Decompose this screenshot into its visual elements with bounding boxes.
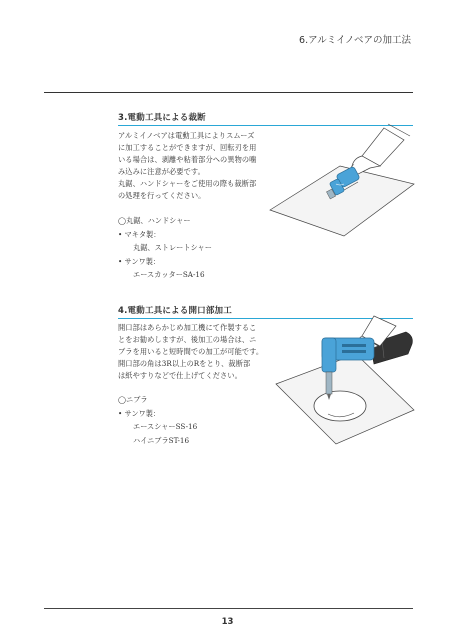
body-line: アルミイノベアは電動工具によりスムーズ	[118, 131, 255, 140]
body-line: いる場合は、剥離や粘着部分への異物の噛	[118, 155, 257, 165]
list-item: 丸鋸、ストレートシャー	[133, 243, 212, 252]
body-line: 丸鋸、ハンドシャーをご使用の際も裁断部	[118, 179, 257, 189]
body-line: の処理を行ってください。	[118, 191, 206, 201]
section-title: 4.電動工具による開口部加工	[118, 306, 232, 316]
section-title: 3.電動工具による裁断	[118, 113, 206, 123]
page-number: 13	[221, 617, 234, 627]
header-divider	[44, 92, 413, 93]
list-item: エースシャーSS-16	[133, 422, 198, 431]
body-line: み込みに注意が必要です。	[118, 167, 205, 177]
list-item: エースカッターSA-16	[133, 270, 205, 279]
body-line: は紙やすりなどで仕上げてください。	[118, 371, 242, 381]
list-item: ◯ニブラ	[118, 395, 148, 404]
list-item: ハイニブラST-16	[133, 435, 190, 445]
body-line: ブラを用いると短時間での加工が可能です。	[118, 347, 264, 357]
body-line: に加工することができますが、回転刃を用	[118, 143, 257, 153]
body-line: 開口部はあらかじめ加工機にて作製するこ	[118, 323, 257, 332]
hand-shear-illustration	[262, 122, 417, 242]
section-body-opening	[118, 322, 268, 382]
section-body-cutting	[118, 130, 268, 203]
body-line: とをお勧めしますが、後加工の場合は、ニ	[118, 335, 257, 345]
list-item: • サンワ製：	[118, 408, 161, 418]
list-item: • マキタ製：	[118, 229, 161, 239]
list-item: ◯丸鋸、ハンドシャー	[118, 216, 191, 225]
list-item: • サンワ製：	[118, 256, 161, 266]
body-line: 開口部の角は3R以上のRをとり、裁断部	[118, 359, 251, 369]
tool-list-cutting	[118, 214, 258, 282]
tool-list-opening	[118, 393, 258, 447]
chapter-title: 6.アルミイノベアの加工法	[299, 35, 411, 46]
footer-divider	[44, 608, 413, 609]
nibbler-illustration	[270, 314, 418, 448]
